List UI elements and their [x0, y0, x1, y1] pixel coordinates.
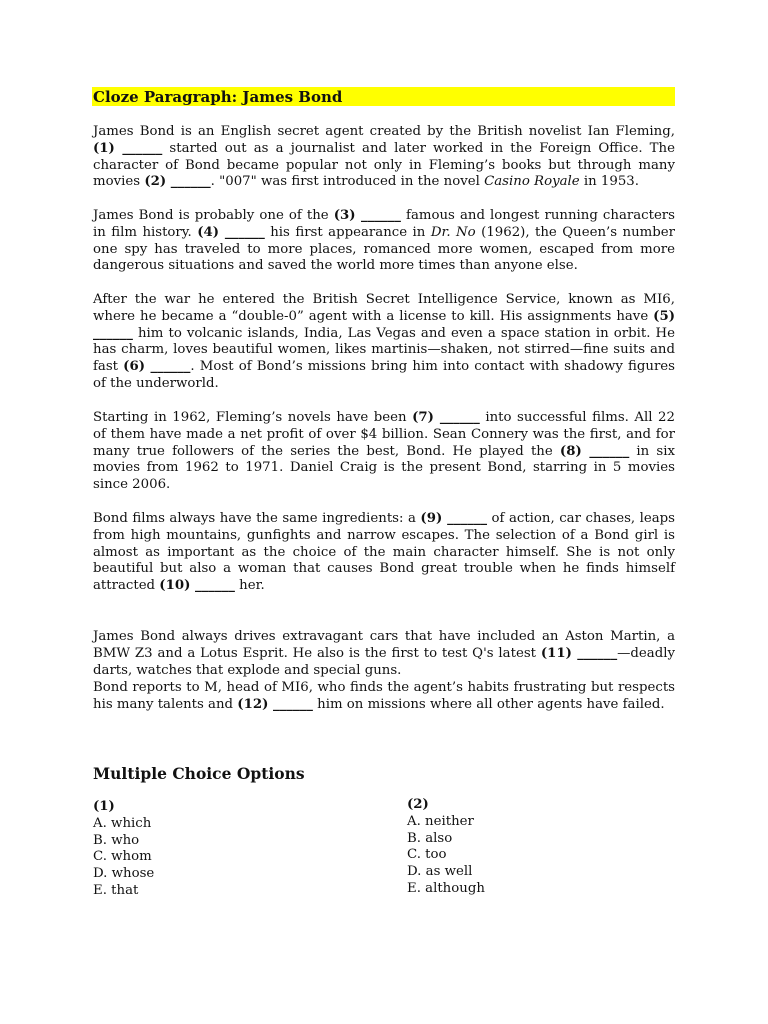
blank-marker: (4) ______ — [197, 224, 265, 240]
blank-marker: (11) ______ — [540, 645, 618, 661]
paragraph-text: started out as a journalist and later worked in the Foreign Office. The character of Bond became popular not only in Fleming’s books but through many movies — [93, 140, 675, 190]
italic-title: Dr. No — [430, 224, 476, 240]
blank-marker: (3) ______ — [333, 208, 401, 223]
paragraph-6 — [93, 629, 675, 679]
paragraph-text: his first appearance in — [264, 224, 431, 240]
option-item: E. that — [93, 882, 139, 898]
option-item: B. who — [93, 832, 140, 848]
blank-marker: (2) ______ — [144, 174, 211, 190]
option-item: E. although — [407, 880, 485, 896]
paragraph-text: Starting in 1962, Fleming’s novels have been — [93, 410, 413, 425]
paragraph-text: in 1953. — [579, 174, 639, 190]
paragraph-text: James Bond always drives extravagant cars that have included an Aston Martin, a BMW Z3 and a Lotus Esprit. He also is the first to test Q's latest — [93, 629, 675, 661]
document-title: Cloze Paragraph: James Bond — [93, 88, 343, 106]
blank-marker: (8) ______ — [559, 443, 630, 459]
paragraph-text: into successful films. All 22 of them have made a net profit of over $4 billion. Sean Connery was the first, and for many true followers of the series the best, Bond. He played the — [93, 410, 675, 459]
paragraph-text: him to volcanic islands, India, Las Vegas and even a space station in orbit. He has charm, loves beautiful women, likes martinis—shaken, not stirred—fine suits and fast — [93, 325, 675, 375]
option-group-label: (1) — [93, 799, 115, 814]
paragraph-text: of action, car chases, leaps from high mountains, gunfights and narrow escapes. The selection of a Bond girl is almost as important as the choice of the main character himself. She is not only beautiful but also a woman that causes Bond great trouble when he finds himself attracted — [93, 511, 676, 594]
paragraph-text: . "007" was first introduced in the novel — [210, 174, 485, 190]
paragraph-text: After the war he entered the British Secret Intelligence Service, known as MI6, where he became a “double-0” agent with a license to kill. His assignments have — [93, 292, 675, 324]
option-item: C. whom — [93, 849, 152, 865]
paragraph-text: in six movies from 1962 to 1971. Daniel Craig is the present Bond, starring in 5 movies since 2006. — [93, 443, 675, 493]
option-item: D. whose — [93, 866, 155, 882]
paragraph-text: James Bond is an English secret agent created by the British novelist Ian Fleming, — [93, 124, 675, 139]
blank-marker: (9) ______ — [420, 511, 488, 526]
options-column-2 — [407, 797, 485, 898]
paragraph-text: James Bond is probably one of the — [93, 208, 334, 223]
multiple-choice-heading: Multiple Choice Options — [93, 764, 305, 783]
option-item: D. as well — [407, 864, 473, 880]
option-item: A. neither — [407, 813, 474, 829]
blank-marker: (7) ______ — [412, 410, 480, 425]
paragraph-text: Bond reports to M, head of MI6, who finds the agent’s habits frustrating but respects his many talents and — [93, 680, 675, 712]
blank-marker: (6) ______ — [123, 359, 191, 375]
option-item: B. also — [407, 830, 453, 846]
paragraph-text: her. — [234, 578, 265, 594]
option-item: C. too — [407, 847, 447, 863]
option-item: A. which — [93, 815, 152, 831]
blank-marker: (5) ______ — [93, 308, 675, 341]
paragraph-5 — [93, 511, 675, 595]
option-group-label: (2) — [407, 797, 429, 812]
italic-title: Casino Royale — [484, 174, 580, 190]
paragraph-text: —deadly darts, watches that explode and special guns. — [93, 645, 675, 678]
paragraph-3 — [93, 292, 675, 393]
paragraph-text: . Most of Bond’s missions bring him into contact with shadowy figures of the underworld. — [93, 359, 675, 391]
blank-marker: (12) ______ — [237, 696, 313, 712]
paragraph-text: famous and longest running characters in film history. — [93, 208, 675, 240]
options-column-1 — [93, 799, 154, 900]
blank-marker: (10) ______ — [159, 578, 235, 594]
paragraph-4 — [93, 410, 675, 494]
paragraph-7 — [93, 680, 675, 714]
paragraph-text: Bond films always have the same ingredients: a — [93, 511, 421, 526]
paragraph-text: him on missions where all other agents have failed. — [312, 696, 665, 712]
blank-marker: (1) ______ — [93, 140, 163, 156]
paragraph-1 — [93, 124, 675, 191]
paragraph-2 — [93, 208, 675, 275]
paragraph-text: (1962), the Queen’s number one spy has traveled to more places, romanced more women, escaped from more dangerous situations and saved the world more times than anyone else. — [93, 224, 675, 274]
